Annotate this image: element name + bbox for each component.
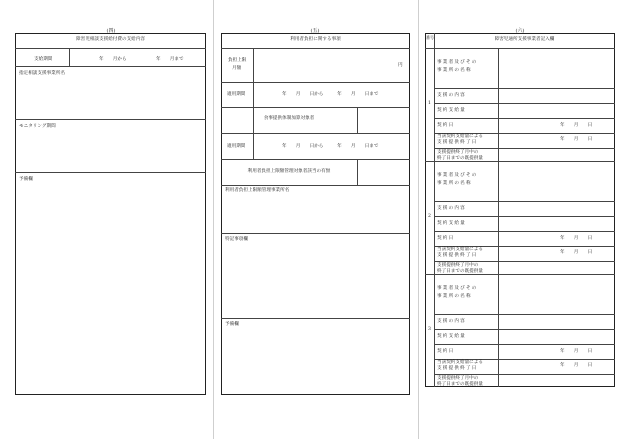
panel-4-frame xyxy=(15,33,206,395)
provided-amount-label-2: 終了日までの既提供量 xyxy=(437,269,483,274)
applicable-label-2: 適用期間 xyxy=(227,144,246,149)
office-name-label-2: 事業所の名称 xyxy=(437,181,472,186)
yen-label: 円 xyxy=(398,63,403,68)
provided-amount-label: 支援提供終了月中の xyxy=(437,376,479,381)
support-content-label: 支援の内容 xyxy=(437,206,466,211)
panel-5-title: 利用者負担に関する事項 xyxy=(290,37,341,42)
support-content-label: 支援の内容 xyxy=(437,319,466,324)
end-date-label: 当該契約支給量による xyxy=(437,247,483,252)
reserve-label-4: 予備欄 xyxy=(19,177,33,182)
contract-date-label: 契約日 xyxy=(437,123,455,128)
end-date-value: 年 月 日 xyxy=(560,363,593,368)
designated-office-label: 指定相談支援事業所名 xyxy=(19,71,65,76)
end-date-label-2: 支援提供終了日 xyxy=(437,253,478,258)
row-number: 2 xyxy=(428,214,431,219)
contract-date-value: 年 月 日 xyxy=(560,123,593,128)
cap-label-2: 月額 xyxy=(232,66,242,71)
panel-label-5: (五) xyxy=(310,28,320,34)
fold-line-left xyxy=(213,0,214,439)
office-name-label: 事業者及びその xyxy=(437,60,478,65)
contract-date-label: 契約日 xyxy=(437,349,455,354)
provided-amount-label-2: 終了日までの既提供量 xyxy=(437,156,483,161)
panel-label-4: (四) xyxy=(106,28,116,34)
end-date-label-2: 支援提供終了日 xyxy=(437,366,478,371)
office-name-label: 事業者及びその xyxy=(437,286,478,291)
contract-date-value: 年 月 日 xyxy=(560,349,593,354)
panel-6-title: 障害児通所支援事業者記入欄 xyxy=(494,37,555,42)
fold-line-right xyxy=(418,0,419,439)
contract-amount-label: 契約支給量 xyxy=(437,334,466,339)
contract-amount-label: 契約支給量 xyxy=(437,108,466,113)
period-from: 年 月から xyxy=(99,57,127,62)
end-date-label: 当該契約支給量による xyxy=(437,360,483,365)
panel-5-frame xyxy=(221,33,410,395)
office-name-label: 事業者及びその xyxy=(437,173,478,178)
applicable-range-2: 年 月 日から 年 月 日まで xyxy=(282,144,379,149)
contract-date-value: 年 月 日 xyxy=(560,236,593,241)
applicable-range: 年 月 日から 年 月 日まで xyxy=(282,92,379,97)
end-date-value: 年 月 日 xyxy=(560,250,593,255)
office-name-label-2: 事業所の名称 xyxy=(437,68,472,73)
end-date-label: 当該契約支給量による xyxy=(437,134,483,139)
period-label: 支給期間 xyxy=(34,57,53,62)
row-number: 3 xyxy=(428,327,431,332)
contract-amount-label: 契約支給量 xyxy=(437,221,466,226)
support-content-label: 支援の内容 xyxy=(437,93,466,98)
end-date-value: 年 月 日 xyxy=(560,137,593,142)
col-no-label: 番号 xyxy=(426,35,434,40)
end-date-label-2: 支援提供終了日 xyxy=(437,140,478,145)
mgmt-office-label: 利用者負担上限額管理事業所名 xyxy=(225,188,290,193)
period-to: 年 月まで xyxy=(156,57,184,62)
panel-4-title: 障害児相談支援給付費の支給内容 xyxy=(76,37,145,42)
provided-amount-label: 支援提供終了月中の xyxy=(437,150,479,155)
monitoring-label: モニタリング期間 xyxy=(19,124,56,129)
cap-label-1: 負担上限 xyxy=(228,58,247,63)
reserve-label-5: 予備欄 xyxy=(225,322,239,327)
panel-label-6: (六) xyxy=(515,28,525,34)
mgmt-label: 利用者負担上限額管理対象者該当の有無 xyxy=(247,169,331,174)
office-name-label-2: 事業所の名称 xyxy=(437,294,472,299)
special-notes-label: 特記事項欄 xyxy=(225,237,248,242)
applicable-label: 適用期間 xyxy=(227,92,246,97)
meal-label: 食事提供体制加算対象者 xyxy=(263,116,315,121)
contract-date-label: 契約日 xyxy=(437,236,455,241)
row-number: 1 xyxy=(428,101,431,106)
provided-amount-label-2: 終了日までの既提供量 xyxy=(437,382,483,387)
provided-amount-label: 支援提供終了月中の xyxy=(437,263,479,268)
